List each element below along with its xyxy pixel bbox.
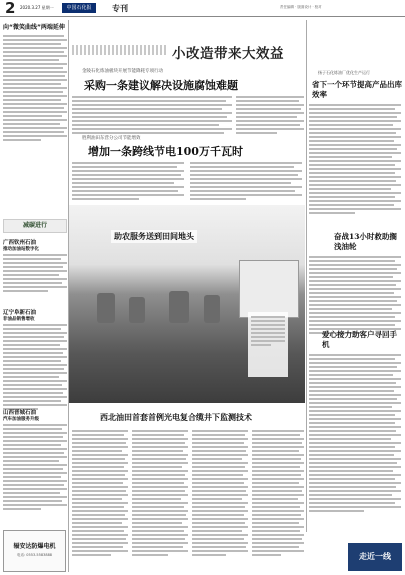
bottom-headline: 西北油田首套首例光电复合缆井下监测技术 — [100, 412, 252, 422]
photo-caption — [248, 312, 288, 377]
kicker-2: 胜利油田东营分公司节能增效 — [82, 136, 141, 141]
banner-stripe — [72, 45, 168, 55]
masthead-info: 责任编辑 · 版面设计 · 校对 — [280, 5, 322, 9]
right-headline-2: 奋战13小时救助搁浅油轮 — [334, 232, 397, 251]
left-headline-4: 山西晋城石油 — [3, 410, 37, 416]
column-ornament: 减碳进行 — [3, 219, 67, 233]
bottom-article-col3 — [192, 430, 248, 558]
right-kicker: 扬子石化炼油厂优化生产运行 — [318, 70, 370, 75]
column-corner-badge: 走近一线 — [348, 543, 402, 571]
article-2-body-col2 — [190, 162, 302, 202]
masthead — [0, 0, 405, 17]
photo-figure — [129, 297, 145, 323]
page-number: 2 — [5, 0, 16, 17]
left-article-2 — [3, 238, 67, 294]
left-article-2-body — [3, 254, 67, 292]
issue-date: 2020.3.27 星期一 — [20, 5, 54, 10]
ad-title: 辐安达防爆电机 — [13, 543, 56, 550]
banner-headline: 小改造带来大效益 — [172, 46, 284, 62]
section-name: 专刊 — [112, 4, 128, 13]
photo-title: 助农服务送到田间地头 — [111, 230, 197, 243]
bottom-article-col2 — [132, 430, 188, 558]
left-article-1-body — [3, 35, 67, 141]
left-article-4 — [3, 408, 67, 512]
photo-figure — [204, 295, 220, 323]
photo-figure — [97, 293, 115, 323]
bottom-article-col4 — [252, 430, 304, 558]
article-2-body — [72, 162, 184, 202]
paper-logo: 中国石化报 — [62, 3, 96, 13]
photo-figure — [169, 291, 189, 323]
left-headline-3: 辽宁阜新石油 — [3, 310, 37, 316]
right-article-3-body — [309, 354, 401, 514]
right-headline-3: 爱心接力助客户寻回手机 — [322, 330, 397, 349]
advertisement — [3, 530, 66, 572]
left-article-4-body — [3, 424, 67, 510]
photo-truck — [239, 260, 299, 318]
article-1-body — [72, 96, 232, 136]
left-subhead-3: 非油品销售增收 — [3, 317, 35, 322]
right-headline-1: 省下一个环节提高产品出库效率 — [312, 80, 402, 99]
headline-2: 增加一条跨线节电100万千瓦时 — [88, 145, 243, 158]
article-1-body-col2 — [236, 96, 304, 136]
kicker-1: 金陵石化炼油板块开展节能降耗专项行动 — [82, 69, 163, 74]
left-subhead-4: 汽车加油服务升级 — [3, 417, 39, 422]
right-article-1-body — [309, 104, 401, 216]
left-headline-1: 向“微笑曲线”两端延伸 — [3, 24, 65, 31]
left-subhead-2: 推动加油站数字化 — [3, 247, 39, 252]
left-article-3-body — [3, 324, 67, 410]
bottom-article-col1 — [72, 430, 128, 558]
headline-1: 采购一条建议解决设施腐蚀难题 — [84, 79, 238, 92]
left-article-3 — [3, 308, 67, 412]
left-headline-2: 广西钦州石油 — [3, 240, 37, 246]
column-divider-right — [306, 20, 307, 532]
right-article-2-body — [309, 256, 401, 336]
ad-phone: 电话: 0553-5583888 — [16, 553, 53, 557]
